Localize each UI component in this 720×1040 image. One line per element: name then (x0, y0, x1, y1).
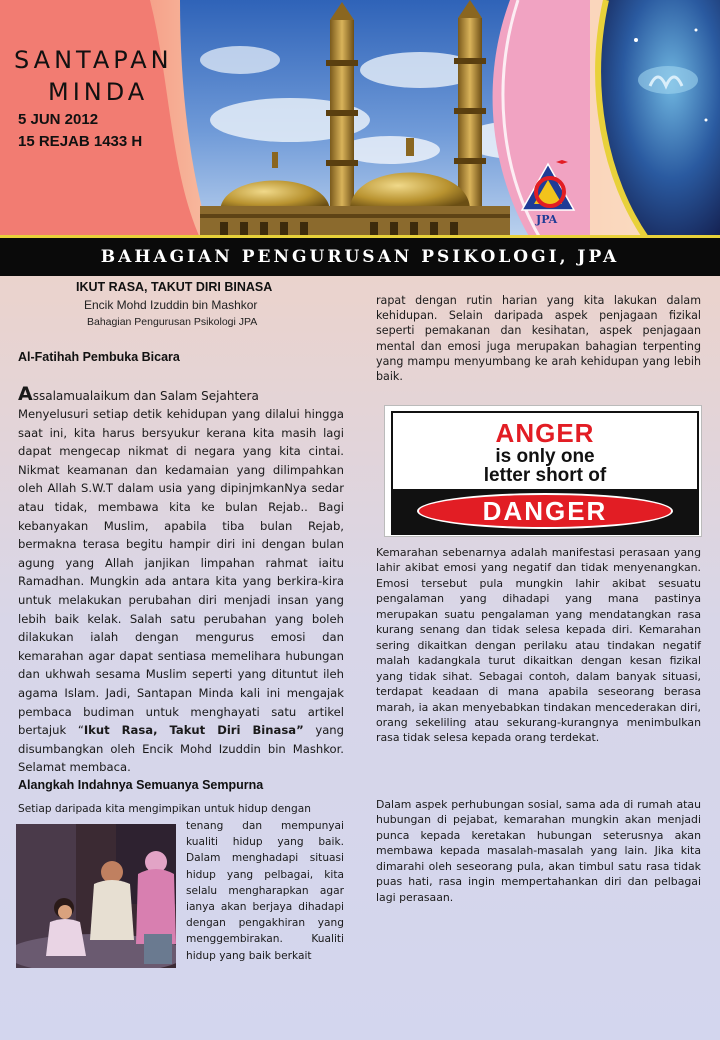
section2-wrap-paragraph: tenang dan mempunyai kualiti hidup yang baik. Dalam menghadapi situasi hidup yang pelbagai, kita selalu mengharapkan agar ianya akan berjaya dihadapi dengan pengakhiran yang menggembirakan. Kualiti hidup yang baik berkait (186, 820, 344, 962)
family-photo (16, 824, 176, 968)
poster-frame (391, 411, 699, 535)
article-title: IKUT RASA, TAKUT DIRI BINASA (76, 280, 273, 294)
jpa-logo-text: JPA (536, 213, 558, 226)
calligraphy-art (586, 0, 720, 238)
poster-word-danger: DANGER (482, 495, 608, 526)
right-paragraph-3: Dalam aspek perhubungan sosial, sama ada di rumah atau hubungan di pejabat, kemarahan mungkin akan menjadi punca kepada keretakan hubungan seterusnya akan membawa kepada masalah-masalah yang lain. Jika kita dimarahi oleh seseorang pula, akan timbul satu rasa tidak puas hati, rasa ingin mempertahankan diri dan pelbagai lagi perasaan. (376, 798, 701, 904)
article-author: Encik Mohd Izuddin bin Mashkor (84, 298, 258, 312)
intro-paragraph (18, 405, 344, 777)
poster-danger-band (393, 489, 697, 533)
poster-word-anger: ANGER (495, 418, 595, 448)
article-department: Bahagian Pengurusan Psikologi JPA (87, 316, 258, 328)
anger-danger-poster (384, 405, 702, 537)
right-paragraph-1: rapat dengan rutin harian yang kita lakukan dalam kehidupan. Selain daripada aspek penjagaan fizikal seperti pemakanan dan kesihatan, aspek penjagaan mental dan emosi juga merupakan bahagian terpenting yang mampu menyumbang ke arah kehidupan yang lebih baik. (376, 294, 701, 384)
poster-danger-oval (417, 493, 673, 529)
department-banner-text: BAHAGIAN PENGURUSAN PSIKOLOGI, JPA (100, 247, 620, 267)
intro-text-part2: yang disumbangkan oleh Encik Mohd Izuddin bin Mashkor. Selamat membaca. (18, 723, 345, 775)
greeting-line (18, 383, 259, 405)
intro-article-title: Ikut Rasa, Takut Diri Binasa” (83, 723, 304, 738)
poster-line-one-letter: is only one (495, 446, 595, 467)
masthead (0, 0, 720, 238)
poster-line-short-of: letter short of (483, 465, 607, 486)
issue-date-hijri: 15 REJAB 1433 H (18, 133, 143, 150)
section-heading-fatihah: Al-Fatihah Pembuka Bicara (18, 350, 180, 364)
drop-cap: A (18, 383, 33, 405)
section2-intro-line: Setiap daripada kita mengimpikan untuk hidup dengan (18, 803, 311, 815)
department-banner (0, 238, 720, 276)
right-paragraph-2: Kemarahan sebenarnya adalah manifestasi perasaan yang lahir akibat emosi yang negatif dan tidak menyenangkan. Emosi tersebut pula mungkin lahir akibat sesuatu pengalaman yang dihadapi yang mana pastinya merupakan suatu pengalaman yang mendatangkan rasa kurang senang dan tidak selesa kepada diri. Kemarahan sering dikaitkan dengan perilaku atau tindakan negatif malah kadangkala turut dikaitkan dengan kesan fizikal yang tidak sihat. Sebagai contoh, dalam banyak situasi, terdapat keadaan di mana apabila seseorang berasa marah, ia akan menyebabkan tindakan mencederakan diri, orang sekeliling atau sekurang-kurangnya menimbulkan rasa tidak selesa kepada orang terdekat. (376, 546, 701, 745)
issue-date-gregorian: 5 JUN 2012 (18, 111, 99, 128)
greeting-text: ssalamualaikum dan Salam Sejahtera (32, 389, 259, 403)
section-heading-sempurna: Alangkah Indahnya Semuanya Sempurna (18, 778, 264, 792)
masthead-title-line1: SANTAPAN (14, 46, 173, 74)
intro-text-part1: Menyelusuri setiap detik kehidupan yang dilalui hingga saat ini, kita harus bersyukur kerana kita masih lagi dapat mengecap nikmat di negara yang kita cintai. Nikmat keamanan dan kedamaian yang dilimpahkan oleh Allah S.W.T dalam usia yang dipinjmkanNya sedar atau tidak, membawa kita ke bulan Rejab.. Bagi kebanyakan Muslim, apabila tiba bulan Rejab, bermakna terasa begitu hampir diri ini dengan bulan agung yang Allah janjikan limpahan rahmat iaitu Ramadhan. Mungkin ada antara kita yang berkira-kira untuk melakukan perubahan diri menjadi insan yang lebih baik kelak. Salah satu perubahan yang boleh dilakukan ialah dengan mengurus emosi dan kemarahan agar dapat sentiasa memelihara hubungan dan ukhwah sesama Muslim seperti yang dituntut ileh agama Islam. Jadi, Santapan Minda kali ini mengajak pembaca budiman untuk menghayati satu artikel bertajuk “ (18, 407, 344, 738)
masthead-title-line2: MINDA (48, 78, 149, 106)
